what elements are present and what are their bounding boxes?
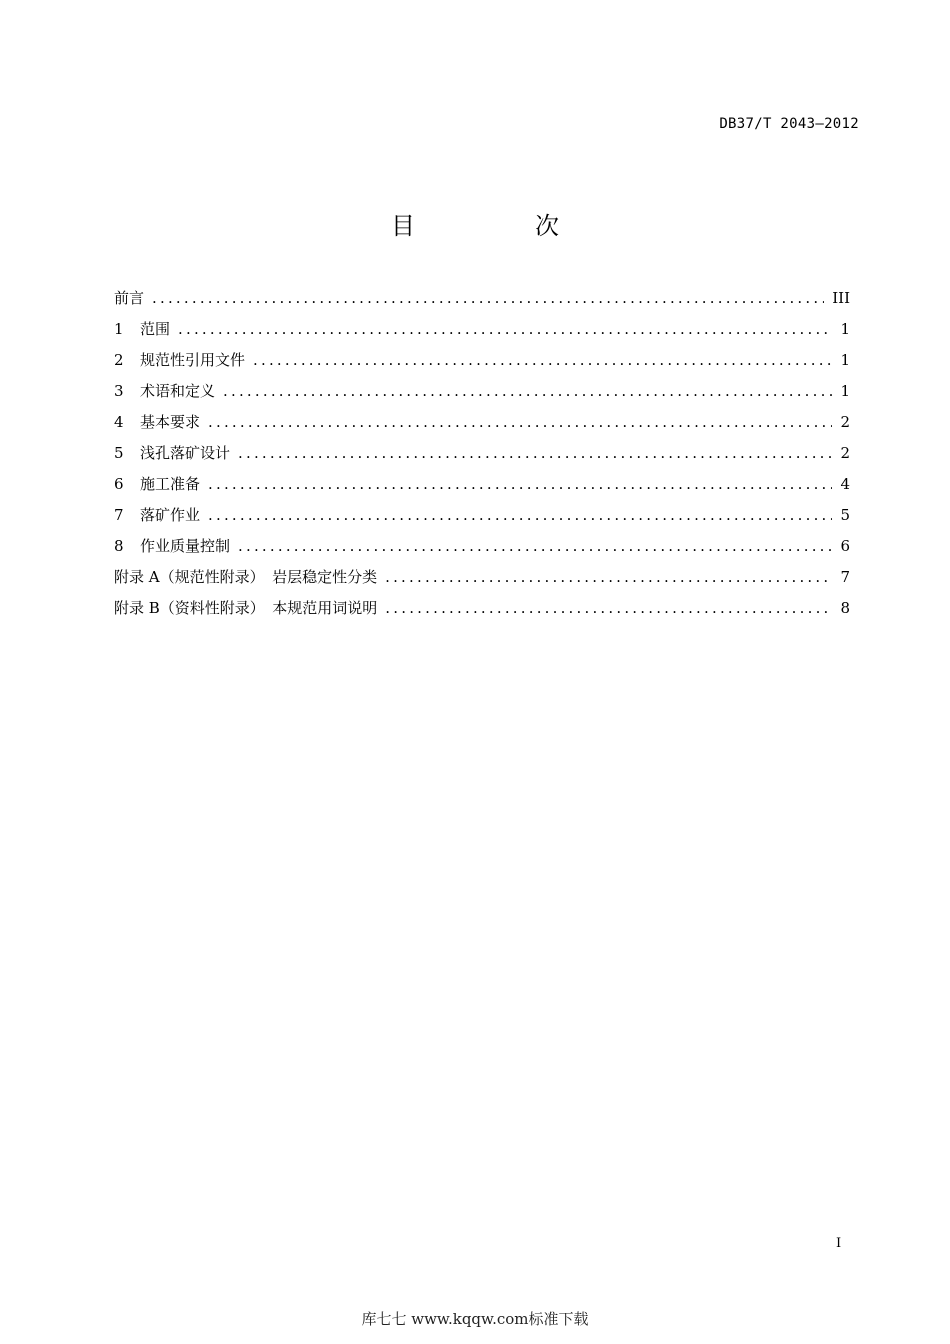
- toc-entry-label: 附录 B（资料性附录） 本规范用词说明: [114, 599, 378, 617]
- toc-entry-3[interactable]: [114, 380, 850, 411]
- toc-entry-number: 3: [114, 382, 124, 400]
- toc-leader-dots: [385, 568, 832, 586]
- toc-entry-label: 规范性引用文件: [140, 351, 246, 369]
- toc-entry-7[interactable]: [114, 504, 850, 535]
- toc-entry-page: 2: [840, 413, 850, 431]
- toc-entry-page: 8: [840, 599, 850, 617]
- toc-entry-label: 基本要求: [140, 413, 201, 431]
- toc-entry-number: 1: [114, 320, 124, 338]
- toc-entry-page: 1: [840, 320, 850, 338]
- toc-entry-4[interactable]: [114, 411, 850, 442]
- toc-entry-appendix-b[interactable]: [114, 597, 850, 628]
- toc-entry-page: 2: [840, 444, 850, 462]
- toc-entry-page: 1: [840, 382, 850, 400]
- toc-entry-label: 施工准备: [140, 475, 201, 493]
- toc-entry-page: III: [832, 289, 850, 307]
- toc-leader-dots: [208, 506, 832, 524]
- toc-entry-label: 落矿作业: [140, 506, 201, 524]
- toc-entry-2[interactable]: [114, 349, 850, 380]
- toc-entry-number: 5: [114, 444, 124, 462]
- toc-entry-label: 范围: [140, 320, 171, 338]
- toc-entry-label: 术语和定义: [140, 382, 216, 400]
- standard-code: DB37/T 2043—2012: [719, 116, 859, 132]
- toc-leader-dots: [385, 599, 832, 617]
- page-title: 目 次: [391, 212, 607, 240]
- page-number: I: [836, 1236, 842, 1251]
- toc-entry-page: 4: [840, 475, 850, 493]
- toc-leader-dots: [178, 320, 832, 338]
- toc-entry-appendix-a[interactable]: [114, 566, 850, 597]
- toc-leader-dots: [208, 413, 832, 431]
- toc-entry-label: 附录 A（规范性附录） 岩层稳定性分类: [114, 568, 378, 586]
- toc-entry-label: 前言: [114, 289, 145, 307]
- toc-entry-number: 6: [114, 475, 124, 493]
- toc-entry-number: 4: [114, 413, 124, 431]
- toc-entry-8[interactable]: [114, 535, 850, 566]
- toc-entry-page: 5: [840, 506, 850, 524]
- toc-entry-1[interactable]: [114, 318, 850, 349]
- toc-entry-foreword[interactable]: [114, 287, 850, 318]
- toc-leader-dots: [208, 475, 832, 493]
- toc-entry-page: 6: [840, 537, 850, 555]
- toc-leader-dots: [152, 289, 824, 307]
- toc-entry-label: 作业质量控制: [140, 537, 231, 555]
- toc-leader-dots: [253, 351, 832, 369]
- toc-entry-number: 2: [114, 351, 124, 369]
- table-of-contents: [114, 287, 850, 628]
- toc-entry-number: 8: [114, 537, 124, 555]
- toc-leader-dots: [238, 444, 832, 462]
- toc-leader-dots: [223, 382, 832, 400]
- toc-entry-label: 浅孔落矿设计: [140, 444, 231, 462]
- toc-entry-5[interactable]: [114, 442, 850, 473]
- toc-entry-page: 7: [840, 568, 850, 586]
- toc-entry-number: 7: [114, 506, 124, 524]
- footer-watermark-text: 库七七 www.kqqw.com标准下载: [361, 1310, 589, 1328]
- toc-leader-dots: [238, 537, 832, 555]
- toc-entry-6[interactable]: [114, 473, 850, 504]
- toc-entry-page: 1: [840, 351, 850, 369]
